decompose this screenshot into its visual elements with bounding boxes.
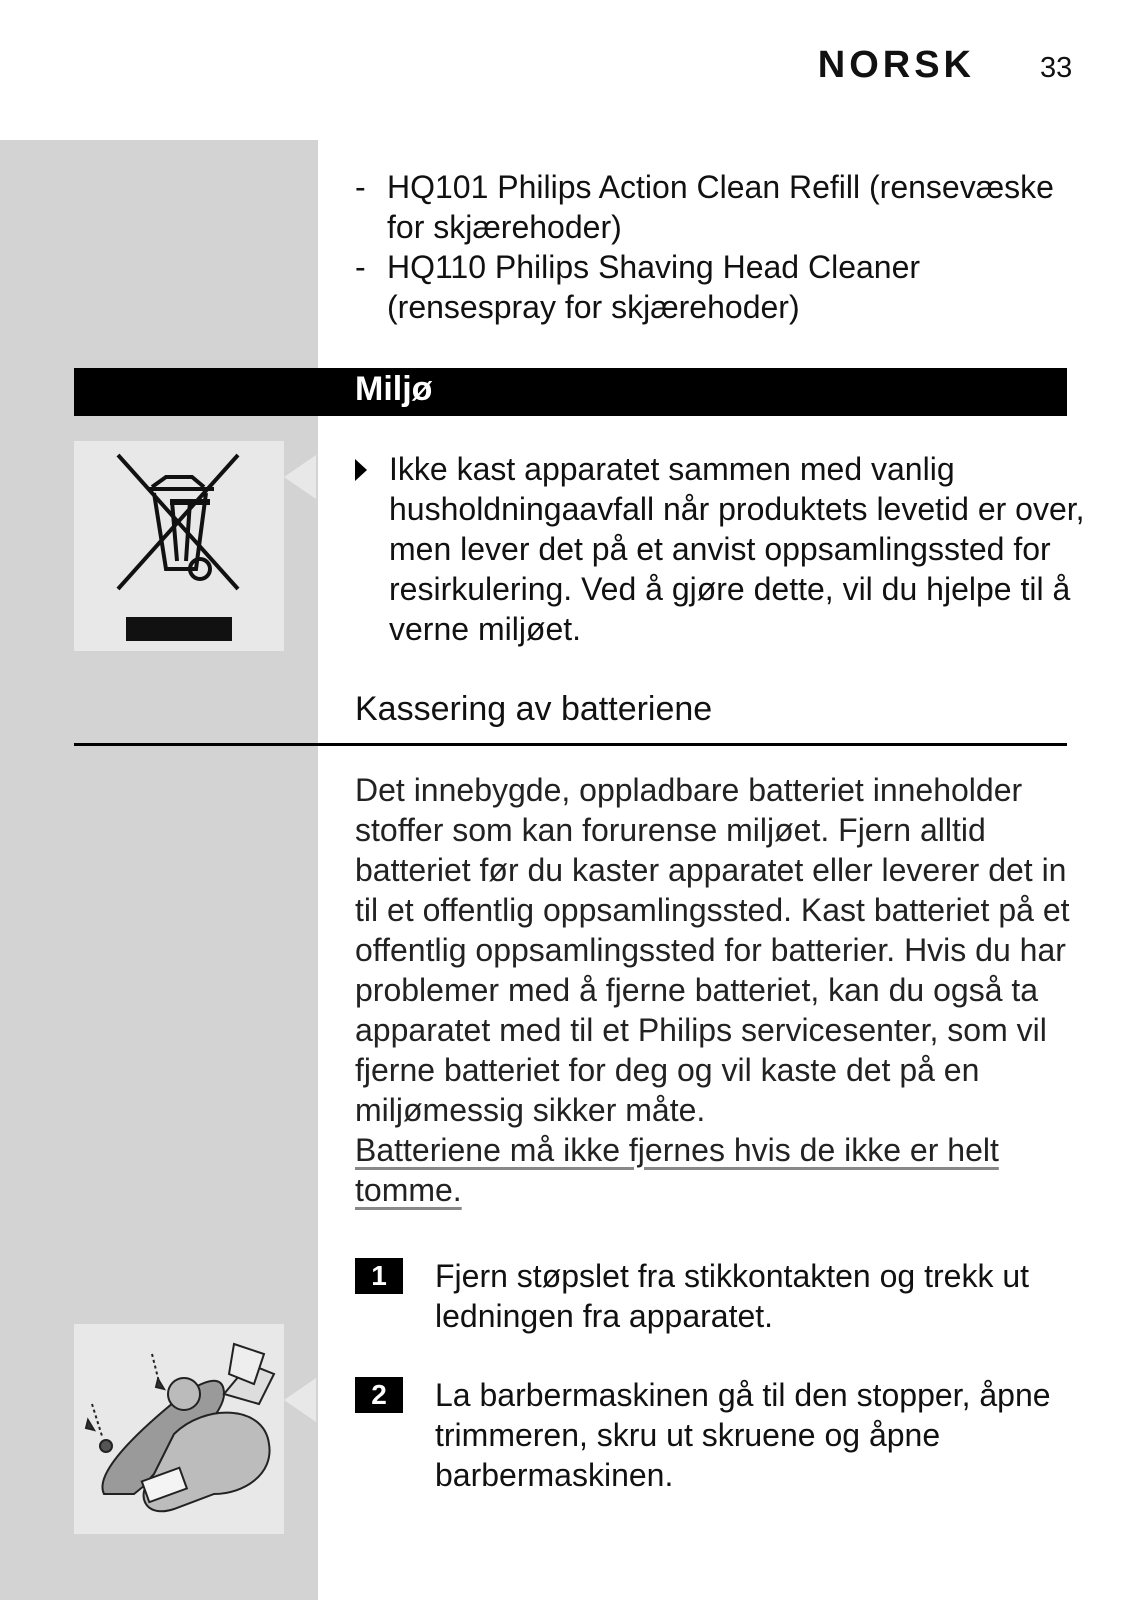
battery-heading: Kassering av batteriene bbox=[355, 690, 713, 728]
battery-text: Det innebygde, oppladbare batteriet inneholder stoffer som kan forurense miljøet. Fjern alltid batteriet før du kaster apparatet eller leverer det in til et offentlig oppsamlingssted. Kast batteriet på et offentlig oppsamlingssted for batterier. Hvis du har problemer med å fjerne batteriet, kan du også ta apparatet med til et Philips servicesenter, som vil fjerne batteriet for deg og vil kaste det på en miljømessig sikker måte. bbox=[355, 772, 1070, 1128]
accessory-text: HQ101 Philips Action Clean Refill (rensevæske for skjærehoder) bbox=[387, 169, 1054, 245]
step-text: La barbermaskinen gå til den stopper, åpne trimmeren, skru ut skruene og åpne barbermaskinen. bbox=[435, 1377, 1051, 1493]
weee-illustration bbox=[74, 441, 284, 651]
environment-text: Ikke kast apparatet sammen med vanlig husholdningaavfall når produktets levetid er over, men lever det på et anvist oppsamlingssted for resirkulering. Ved å gjøre dette, vil du hjelpe til å verne miljøet. bbox=[389, 451, 1085, 647]
page-number: 33 bbox=[1040, 52, 1073, 84]
language-label: NORSK bbox=[817, 44, 975, 86]
illustration-pointer bbox=[284, 455, 316, 499]
battery-warning: Batteriene må ikke fjernes hvis de ikke er helt tomme. bbox=[355, 1132, 999, 1208]
step-number: 2 bbox=[355, 1377, 403, 1413]
shaver-disassembly-icon bbox=[74, 1324, 284, 1534]
shaver-illustration bbox=[74, 1324, 284, 1534]
bullet-triangle-icon bbox=[355, 459, 367, 481]
battery-paragraph bbox=[355, 770, 1070, 1210]
section-title: Miljø bbox=[355, 370, 433, 408]
section-heading-bar bbox=[74, 368, 1067, 416]
step-text: Fjern støpslet fra stikkontakten og trekk ut ledningen fra apparatet. bbox=[435, 1258, 1030, 1334]
accessory-list bbox=[355, 167, 1075, 327]
list-item: - HQ101 Philips Action Clean Refill (rensevæske for skjærehoder) bbox=[355, 169, 1054, 245]
crossed-bin-icon bbox=[74, 441, 284, 651]
environment-instruction bbox=[355, 449, 1099, 649]
illustration-pointer bbox=[284, 1378, 316, 1422]
list-item: - HQ110 Philips Shaving Head Cleaner (rensespray for skjærehoder) bbox=[355, 249, 921, 325]
step-number: 1 bbox=[355, 1258, 403, 1294]
accessory-text: HQ110 Philips Shaving Head Cleaner (rensespray for skjærehoder) bbox=[387, 249, 921, 325]
section-divider bbox=[74, 743, 1067, 746]
